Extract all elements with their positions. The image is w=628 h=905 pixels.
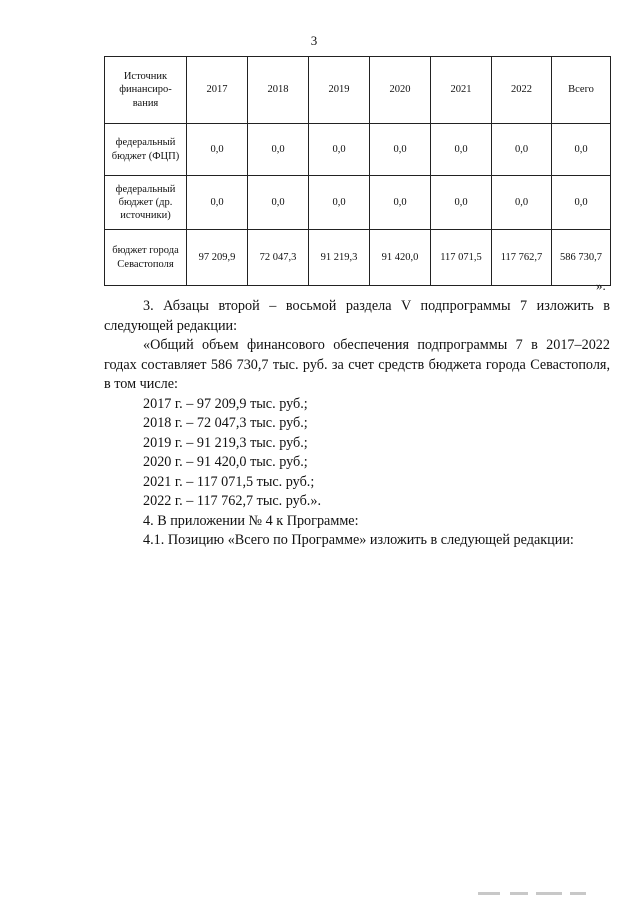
- value-cell: 0,0: [309, 176, 370, 230]
- header-cell-2017: 2017: [187, 57, 248, 124]
- paragraph-3: 3. Абзацы второй – восьмой раздела V подпрограммы 7 изложить в следующей редакции:: [104, 298, 610, 334]
- value-cell: 91 219,3: [309, 230, 370, 286]
- value-cell: 117 071,5: [431, 230, 492, 286]
- value-cell: 0,0: [187, 124, 248, 176]
- year-line: 2019 г. – 91 219,3 тыс. руб.;: [143, 434, 308, 451]
- value-cell: 0,0: [431, 124, 492, 176]
- value-cell: 0,0: [370, 124, 431, 176]
- value-cell: 0,0: [492, 176, 552, 230]
- year-line: 2022 г. – 117 762,7 тыс. руб.».: [143, 493, 321, 509]
- header-cell-2021: 2021: [431, 57, 492, 124]
- header-cell-source: Источник финансиро-вания: [105, 57, 187, 124]
- value-cell: 0,0: [248, 124, 309, 176]
- document-body: [104, 297, 610, 551]
- header-cell-2020: 2020: [370, 57, 431, 124]
- value-cell: 72 047,3: [248, 230, 309, 286]
- year-line: 2021 г. – 117 071,5 тыс. руб.;: [143, 473, 315, 490]
- table-header-row: [105, 57, 611, 124]
- total-cell: 0,0: [552, 124, 611, 176]
- value-cell: 0,0: [370, 176, 431, 230]
- value-cell: 0,0: [431, 176, 492, 230]
- table-closing-mark: ».: [596, 278, 606, 293]
- total-cell: 0,0: [552, 176, 611, 230]
- table-row: [105, 124, 611, 176]
- total-cell: 586 730,7: [552, 230, 611, 286]
- header-cell-2019: 2019: [309, 57, 370, 124]
- table-row: [105, 176, 611, 230]
- header-cell-total: Всего: [552, 57, 611, 124]
- quoted-paragraph: «Общий объем финансового обеспечения подпрограммы 7 в 2017–2022 годах составляет 586 730,7 тыс. руб. за счет средств бюджета города Севастополя, в том числе:: [104, 337, 610, 392]
- header-cell-2018: 2018: [248, 57, 309, 124]
- row-source-cell: федеральный бюджет (др. источники): [105, 176, 187, 230]
- value-cell: 97 209,9: [187, 230, 248, 286]
- year-line: 2018 г. – 72 047,3 тыс. руб.;: [143, 415, 308, 431]
- paragraph-4-1: 4.1. Позицию «Всего по Программе» изложить в следующей редакции:: [143, 532, 574, 548]
- row-source-cell: бюджет города Севастополя: [105, 230, 187, 286]
- value-cell: 0,0: [248, 176, 309, 230]
- value-cell: 0,0: [187, 176, 248, 230]
- year-line: 2017 г. – 97 209,9 тыс. руб.;: [143, 395, 308, 412]
- scan-marks: [470, 884, 610, 900]
- page-number: 3: [310, 33, 318, 48]
- value-cell: 0,0: [492, 124, 552, 176]
- row-source-cell: федеральный бюджет (ФЦП): [105, 124, 187, 176]
- paragraph-4: 4. В приложении № 4 к Программе:: [143, 512, 359, 529]
- value-cell: 117 762,7: [492, 230, 552, 286]
- year-line: 2020 г. – 91 420,0 тыс. руб.;: [143, 454, 308, 470]
- table-row: [105, 230, 611, 286]
- header-cell-2022: 2022: [492, 57, 552, 124]
- financing-table: [104, 56, 611, 286]
- value-cell: 0,0: [309, 124, 370, 176]
- value-cell: 91 420,0: [370, 230, 431, 286]
